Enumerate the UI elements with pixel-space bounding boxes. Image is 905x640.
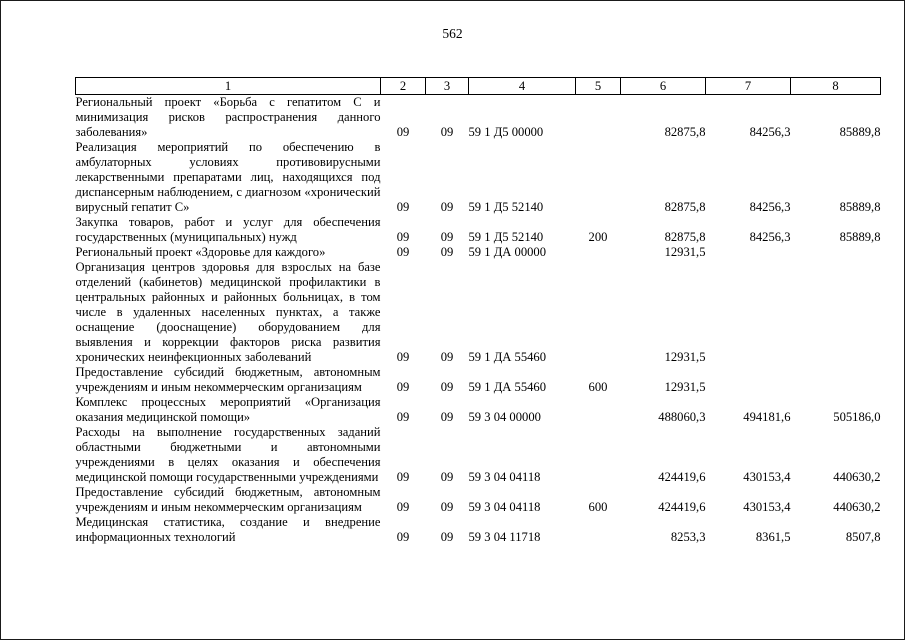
table-row [76,215,881,245]
cell-section-code: 09 [396,470,410,484]
cell-amount-year3: 85889,8 [839,230,881,244]
cell-expense-type-code [576,425,621,485]
table-body [76,95,881,546]
cell-expense-type-code: 600 [588,500,608,514]
table-row [76,140,881,215]
cell-amount-year3: 440630,2 [833,470,881,484]
cell-amount-year2: 494181,6 [743,410,791,424]
cell-target-article-code: 59 3 04 04118 [468,470,541,484]
cell-expense-type-code: 200 [588,230,608,244]
cell-subsection-code: 09 [440,380,454,394]
cell-target-article-code: 59 3 04 00000 [468,410,541,424]
cell-section-code: 09 [396,245,410,259]
cell-subsection-code: 09 [440,230,454,244]
table-row [76,515,881,545]
cell-amount-year2: 84256,3 [749,200,791,214]
cell-expense-name: Закупка товаров, работ и услуг для обеспечения государственных (муниципальных) нужд [75,215,381,244]
column-header-7: 7 [706,78,791,95]
cell-expense-type-code [576,260,621,365]
cell-amount-year1: 12931,5 [664,380,706,394]
cell-target-article-code: 59 1 Д5 52140 [468,200,544,214]
column-header-6: 6 [621,78,706,95]
cell-subsection-code: 09 [440,200,454,214]
column-header-4: 4 [469,78,576,95]
cell-amount-year2 [706,245,791,260]
table-row [76,245,881,260]
cell-subsection-code: 09 [440,350,454,364]
column-header-5: 5 [576,78,621,95]
cell-target-article-code: 59 1 ДА 00000 [468,245,547,259]
cell-subsection-code: 09 [440,530,454,544]
cell-amount-year3: 85889,8 [839,200,881,214]
page-number: 562 [442,26,463,41]
cell-expense-type-code [576,140,621,215]
column-header-1: 1 [76,78,381,95]
cell-expense-type-code [576,95,621,141]
cell-amount-year2: 84256,3 [749,125,791,139]
cell-amount-year1: 82875,8 [664,125,706,139]
cell-amount-year3: 8507,8 [845,530,881,544]
cell-expense-type-code [576,395,621,425]
cell-target-article-code: 59 1 Д5 52140 [468,230,544,244]
cell-section-code: 09 [396,410,410,424]
cell-section-code: 09 [396,125,410,139]
cell-amount-year3 [791,260,881,365]
cell-subsection-code: 09 [440,125,454,139]
cell-expense-name: Расходы на выполнение государственных заданий областными бюджетными и автономными учреждениями в целях оказания и обеспечения медицинской помощи государственными учреждениями [75,425,381,484]
cell-section-code: 09 [396,230,410,244]
cell-expense-name: Реализация мероприятий по обеспечению в амбулаторных условиях противовирусными лекарственными препаратами лиц, находящихся под диспансерным наблюдением, с диагнозом «хронический вирусный гепатит С» [75,140,381,214]
cell-section-code: 09 [396,380,410,394]
cell-amount-year3 [791,245,881,260]
cell-target-article-code: 59 3 04 04118 [468,500,541,514]
cell-expense-type-code: 600 [588,380,608,394]
cell-expense-type-code [576,515,621,545]
cell-expense-name: Региональный проект «Здоровье для каждого» [75,245,326,259]
cell-section-code: 09 [396,530,410,544]
column-header-8: 8 [791,78,881,95]
table-row [76,365,881,395]
cell-subsection-code: 09 [440,410,454,424]
cell-amount-year1: 82875,8 [664,200,706,214]
cell-expense-name: Организация центров здоровья для взрослых на базе отделений (кабинетов) медицинской профилактики в центральных районных и районных больницах, в том числе в удаленных населенных пунктах, а также оснащение (дооснащение) оборудованием для выявления и коррекции факторов риска развития хронических неинфекционных заболеваний [75,260,381,364]
table-header-row [76,78,881,95]
cell-amount-year2: 430153,4 [743,500,791,514]
table-row [76,395,881,425]
cell-amount-year1: 424419,6 [658,470,706,484]
cell-expense-type-code [576,245,621,260]
cell-amount-year3: 440630,2 [833,500,881,514]
cell-amount-year2 [706,365,791,395]
table-row [76,425,881,485]
cell-subsection-code: 09 [440,500,454,514]
cell-amount-year1: 12931,5 [664,245,706,259]
column-header-2: 2 [381,78,426,95]
cell-target-article-code: 59 1 ДА 55460 [468,380,547,394]
cell-amount-year2: 84256,3 [749,230,791,244]
cell-amount-year1: 8253,3 [670,530,706,544]
cell-amount-year3 [791,365,881,395]
column-header-3: 3 [426,78,469,95]
cell-amount-year2: 8361,5 [755,530,791,544]
cell-amount-year1: 82875,8 [664,230,706,244]
cell-section-code: 09 [396,500,410,514]
cell-subsection-code: 09 [440,245,454,259]
cell-amount-year2: 430153,4 [743,470,791,484]
cell-expense-name: Предоставление субсидий бюджетным, автономным учреждениям и иным некоммерческим организациям [75,365,381,394]
budget-table [75,77,881,545]
cell-section-code: 09 [396,200,410,214]
cell-amount-year1: 488060,3 [658,410,706,424]
cell-expense-name: Региональный проект «Борьба с гепатитом С и минимизация рисков распространения данного заболевания» [75,95,381,139]
table-row [76,485,881,515]
cell-amount-year2 [706,260,791,365]
cell-subsection-code: 09 [440,470,454,484]
cell-target-article-code: 59 3 04 11718 [468,530,541,544]
cell-expense-name: Комплекс процессных мероприятий «Организация оказания медицинской помощи» [75,395,381,424]
cell-amount-year1: 12931,5 [664,350,706,364]
cell-target-article-code: 59 1 Д5 00000 [468,125,544,139]
cell-amount-year3: 505186,0 [833,410,881,424]
cell-expense-name: Медицинская статистика, создание и внедрение информационных технологий [75,515,381,544]
cell-amount-year1: 424419,6 [658,500,706,514]
cell-expense-name: Предоставление субсидий бюджетным, автономным учреждениям и иным некоммерческим организациям [75,485,381,514]
table-row [76,95,881,141]
table-row [76,260,881,365]
cell-target-article-code: 59 1 ДА 55460 [468,350,547,364]
cell-section-code: 09 [396,350,410,364]
cell-amount-year3: 85889,8 [839,125,881,139]
